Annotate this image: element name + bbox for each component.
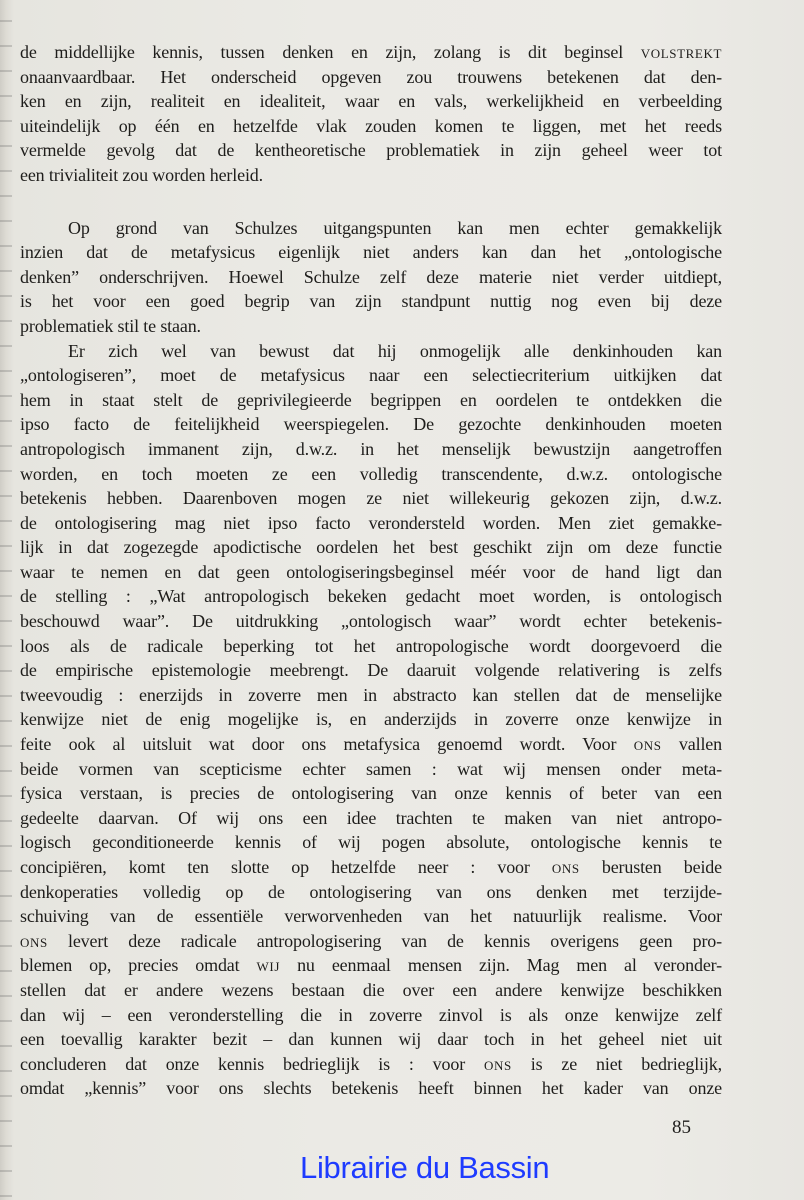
text-line <box>20 683 722 708</box>
paragraph <box>20 40 722 188</box>
text-segment: Er zich wel van bewust dat hij onmogelijk alle denkinhouden kan <box>68 340 722 361</box>
small-caps-word: wij <box>256 955 281 976</box>
watermark: Librairie du Bassin <box>300 1150 550 1185</box>
text-segment: is het voor een goed begrip van zijn standpunt nuttig nog even bij deze <box>20 291 722 312</box>
small-caps-word: ons <box>633 734 662 755</box>
text-segment: tweevoudig : enerzijds in zoverre men in abstracto kan stellen dat de menselijke <box>20 684 722 705</box>
text-segment: berusten beide <box>579 857 722 877</box>
text-segment: lijk in dat zogezegde apodictische oordelen het best geschikt zijn om deze functie <box>20 537 722 558</box>
text-segment: gedeelte daarvan. Of wij ons een idee trachten te maken van niet antropo- <box>20 807 722 828</box>
text-segment: vallen <box>661 734 722 755</box>
text-line <box>20 535 722 560</box>
text-segment: nu eenmaal mensen zijn. Mag men al veronder- <box>280 955 722 976</box>
text-segment: denken” onderschrijven. Hoewel Schulze zelf deze materie niet verder uitdiept, <box>20 266 722 287</box>
text-line <box>20 240 722 265</box>
text-line <box>20 880 722 905</box>
text-line <box>20 363 722 388</box>
text-segment: Op grond van Schulzes uitgangspunten kan men echter gemakkelijk <box>68 217 722 238</box>
text-line <box>20 1003 722 1028</box>
text-line <box>20 289 722 314</box>
text-line <box>20 609 722 634</box>
paragraph <box>20 216 722 339</box>
text-line <box>20 707 722 732</box>
text-line <box>20 953 722 978</box>
text-line <box>20 114 722 139</box>
text-line <box>20 757 722 782</box>
text-line <box>20 138 722 163</box>
text-segment: blemen op, precies omdat <box>20 955 257 976</box>
text-segment: een trivialiteit zou worden herleid. <box>20 164 264 185</box>
text-line <box>20 1027 722 1052</box>
text-segment: „ontologiseren”, moet de metafysicus naar een selectiecriterium uitkijken dat <box>20 365 722 386</box>
text-segment: stellen dat er andere wezens bestaan die over een andere kenwijze beschikken <box>20 979 722 1000</box>
text-segment: de empirische epistemologie meebrengt. De daaruit volgende relativering is zelfs <box>20 660 722 681</box>
text-segment: omdat „kennis” voor ons slechts betekenis heeft binnen het kader van onze <box>20 1078 722 1099</box>
text-segment: denkoperaties volledig op de ontologisering van ons denken met terzijde- <box>20 881 722 902</box>
text-segment: fysica verstaan, is precies de ontologisering van onze kennis of beter van een <box>20 783 722 804</box>
text-line <box>20 216 722 241</box>
text-line <box>20 265 722 290</box>
text-segment: schuiving van de essentiële verworvenheden van het natuurlijk realisme. Voor <box>20 906 722 927</box>
small-caps-word: ons <box>551 857 580 877</box>
page-number: 85 <box>672 1117 691 1138</box>
small-caps-word: ons <box>20 930 48 951</box>
text-line <box>20 437 722 462</box>
text-line <box>20 732 722 757</box>
text-line <box>20 978 722 1003</box>
text-line <box>20 339 722 364</box>
text-segment: betekenis hebben. Daarenboven mogen ze niet willekeurig gekozen zijn, d.w.z. <box>20 488 722 509</box>
text-line <box>20 830 722 855</box>
text-line <box>20 65 722 90</box>
small-caps-word: volstrekt <box>640 42 722 62</box>
text-segment: feite ook al uitsluit wat door ons metafysica genoemd wordt. Voor <box>20 734 634 755</box>
text-line <box>20 511 722 536</box>
text-segment: beschouwd waar”. De uitdrukking „ontologisch waar” wordt echter betekenis- <box>20 611 722 632</box>
text-segment: levert deze radicale antropologisering van de kennis overigens geen pro- <box>47 930 722 951</box>
text-line <box>20 855 722 880</box>
text-segment: uiteindelijk op één en hetzelfde vlak zouden komen te liggen, met het reeds <box>20 115 722 136</box>
text-segment: ipso facto de feitelijkheid weerspiegelen. De gezochte denkinhouden moeten <box>20 414 722 435</box>
text-segment: vermelde gevolg dat de kentheoretische problematiek in zijn geheel weer tot <box>20 140 722 161</box>
text-line <box>20 163 722 188</box>
text-segment: de stelling : „Wat antropologisch bekeken gedacht moet worden, is ontologisch <box>20 586 722 607</box>
text-segment: de middellijke kennis, tussen denken en zijn, zolang is dit beginsel <box>20 42 641 62</box>
text-segment: een toevallig karakter bezit – dan kunnen wij daar toch in het geheel niet uit <box>20 1029 722 1050</box>
text-segment: problematiek stil te staan. <box>20 315 201 336</box>
text-line <box>20 634 722 659</box>
text-line <box>20 486 722 511</box>
text-line <box>20 388 722 413</box>
text-segment: beide vormen van scepticisme echter samen : wat wij mensen onder meta- <box>20 758 722 779</box>
text-segment: de ontologisering mag niet ipso facto verondersteld worden. Men ziet gemakke- <box>20 512 722 533</box>
text-segment: worden, en toch moeten ze een volledig transcendente, d.w.z. ontologische <box>20 463 722 484</box>
text-segment: kenwijze niet de enig mogelijke is, en anderzijds in zoverre onze kenwijze in <box>20 709 722 730</box>
text-line <box>20 412 722 437</box>
text-segment: concipiëren, komt ten slotte op hetzelfde neer : voor <box>20 857 552 877</box>
text-line <box>20 929 722 954</box>
text-segment: hem in staat stelt de geprivilegieerde begrippen en oordelen te ontdekken die <box>20 389 722 410</box>
text-segment: inzien dat de metafysicus eigenlijk niet anders kan dan het „ontologische <box>20 242 722 263</box>
text-line <box>20 560 722 585</box>
text-line <box>20 1076 722 1101</box>
text-line <box>20 314 722 339</box>
previous-page-edge <box>0 0 12 1200</box>
text-segment: is ze niet bedrieglijk, <box>511 1053 722 1074</box>
text-segment: dan wij – een veronderstelling die in zoverre zinvol is als onze kenwijze zelf <box>20 1004 722 1025</box>
text-segment: logisch geconditioneerde kennis of wij pogen absolute, ontologische kennis te <box>20 832 722 853</box>
text-line <box>20 806 722 831</box>
text-line <box>20 89 722 114</box>
text-segment: onaanvaardbaar. Het onderscheid opgeven zou trouwens betekenen dat den- <box>20 66 722 87</box>
text-segment: antropologisch immanent zijn, d.w.z. in het menselijk bewustzijn aangetroffen <box>20 438 722 459</box>
body-text <box>20 40 722 1101</box>
text-line <box>20 658 722 683</box>
text-line <box>20 1052 722 1077</box>
text-line <box>20 584 722 609</box>
text-line <box>20 904 722 929</box>
text-line <box>20 462 722 487</box>
text-segment: waar te nemen en dat geen ontologiseringsbeginsel méér voor de hand ligt dan <box>20 561 722 582</box>
text-segment: ken en zijn, realiteit en idealiteit, waar en vals, werkelijkheid en verbeelding <box>20 91 722 112</box>
text-line <box>20 40 722 65</box>
paragraph <box>20 339 722 1101</box>
text-line <box>20 781 722 806</box>
text-segment: loos als de radicale beperking tot het antropologische wordt doorgevoerd die <box>20 635 722 656</box>
text-segment: concluderen dat onze kennis bedrieglijk is : voor <box>20 1053 485 1074</box>
small-caps-word: ons <box>484 1053 512 1074</box>
